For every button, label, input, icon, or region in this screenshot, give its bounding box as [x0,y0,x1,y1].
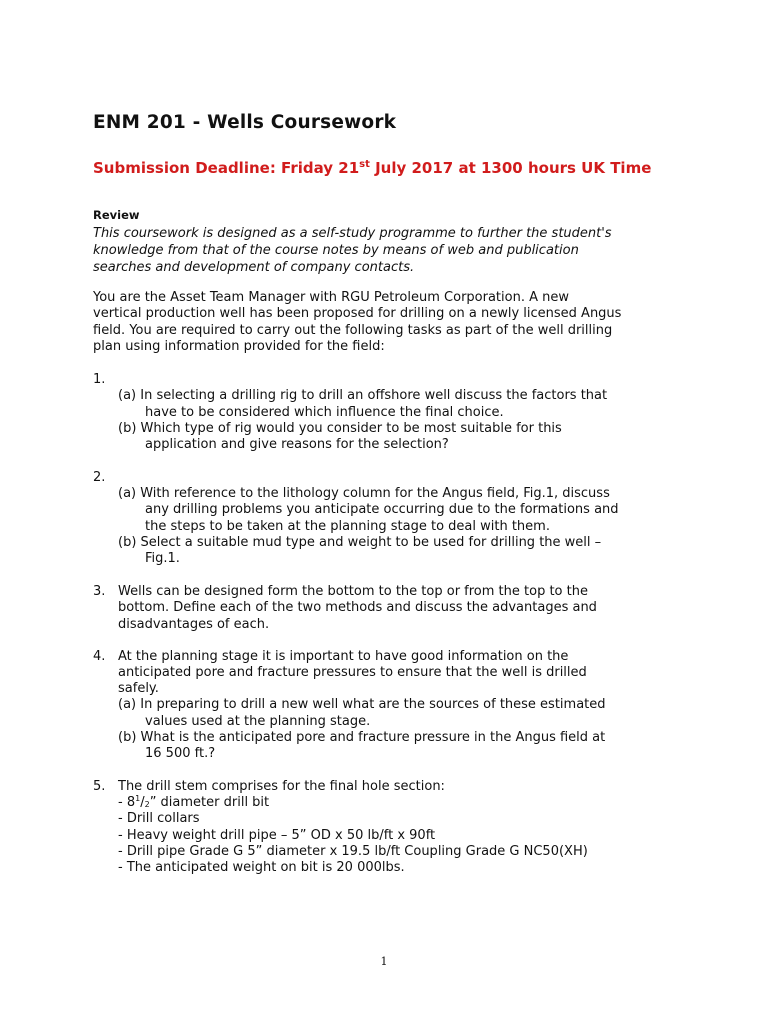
page-number: 1 [380,955,388,968]
question-number: 2. [93,470,106,485]
question-number: 4. [93,649,106,664]
list-item: - Drill pipe Grade G 5” diameter x 19.5 lb/ft Coupling Grade G NC50(XH) [118,844,588,859]
review-heading: Review [93,208,140,222]
question-number: 5. [93,779,106,794]
list-item: - Drill collars [118,811,200,826]
list-item: - Heavy weight drill pipe – 5” OD x 50 lb/ft x 90ft [118,828,436,843]
list-item: - The anticipated weight on bit is 20 000lbs. [118,860,405,875]
scenario-paragraph: You are the Asset Team Manager with RGU Petroleum Corporation. A new vertical production well has been proposed for drilling on a newly licensed Angus field. You are required to carry out the following tasks as part of the well drilling plan using information provided for the field: [93,290,622,354]
document-title: ENM 201 - Wells Coursework [93,112,397,133]
intro-paragraph: This coursework is designed as a self-study programme to further the student's knowledge from that of the course notes by means of web and publication searches and development of company contacts. [93,226,612,275]
submission-deadline: Submission Deadline: Friday 21st July 2017 at 1300 hours UK Time [93,159,652,177]
document-page: ENM 201 - Wells Coursework Submission Deadline: Friday 21st July 2017 at 1300 hours UK Time Review This coursework is designed as a self-study programme to further the student's knowledge from that of the course notes by means of web and publication searches and development of company contacts. You are the Asset Team Manager with RGU Petroleum Corporation. A new vertical production well has been proposed for drilling on a newly licensed Angus field. You are required to carry out the following tasks as part of the well drilling plan using information provided for the field: 1. (a) In selecting a drilling rig to drill an offshore well discuss the factors that have to be considered which influence the final choice. (b) Which type of rig would you consider to be most suitable for this application and give reasons for the selection? 2. (a) With reference to the lithology column for the Angus field, Fig.1, discuss any drilling problems you anticipate occurring due to the formations and the steps to be taken at the planning stage to deal with them. (b) Select a suitable mud type and weight to be used for drilling the well – Fig.1. 3. Wells can be designed form the bottom to the top or from the top to the bottom. Define each of the two methods and discuss the advantages and disadvantages of each. 4. At the planning stage it is important to have good information on the anticipated pore and fracture pressures to ensure that the well is drilled safely. (a) In preparing to drill a new well what are the sources of these estimated values used at the planning stage. (b) What is the anticipated pore and fracture pressure in the Angus field at 16 500 ft.? 5. The drill stem comprises for the final hole section: - $8^1/_2$” diameter drill bit - Drill collars - Heavy weight drill pipe – 5” OD x 50 lb/ft x 90ft - Drill pipe Grade G 5” diameter x 19.5 lb/ft Coupling Grade G NC50(XH) - The anticipated weight on bit is 20 000lbs. 1 [0,0,768,1024]
question-number: 3. [93,584,106,599]
question-number: 1. [93,372,106,387]
drill-bit-item: - $8^1/_2$” diameter drill bit [118,794,270,810]
